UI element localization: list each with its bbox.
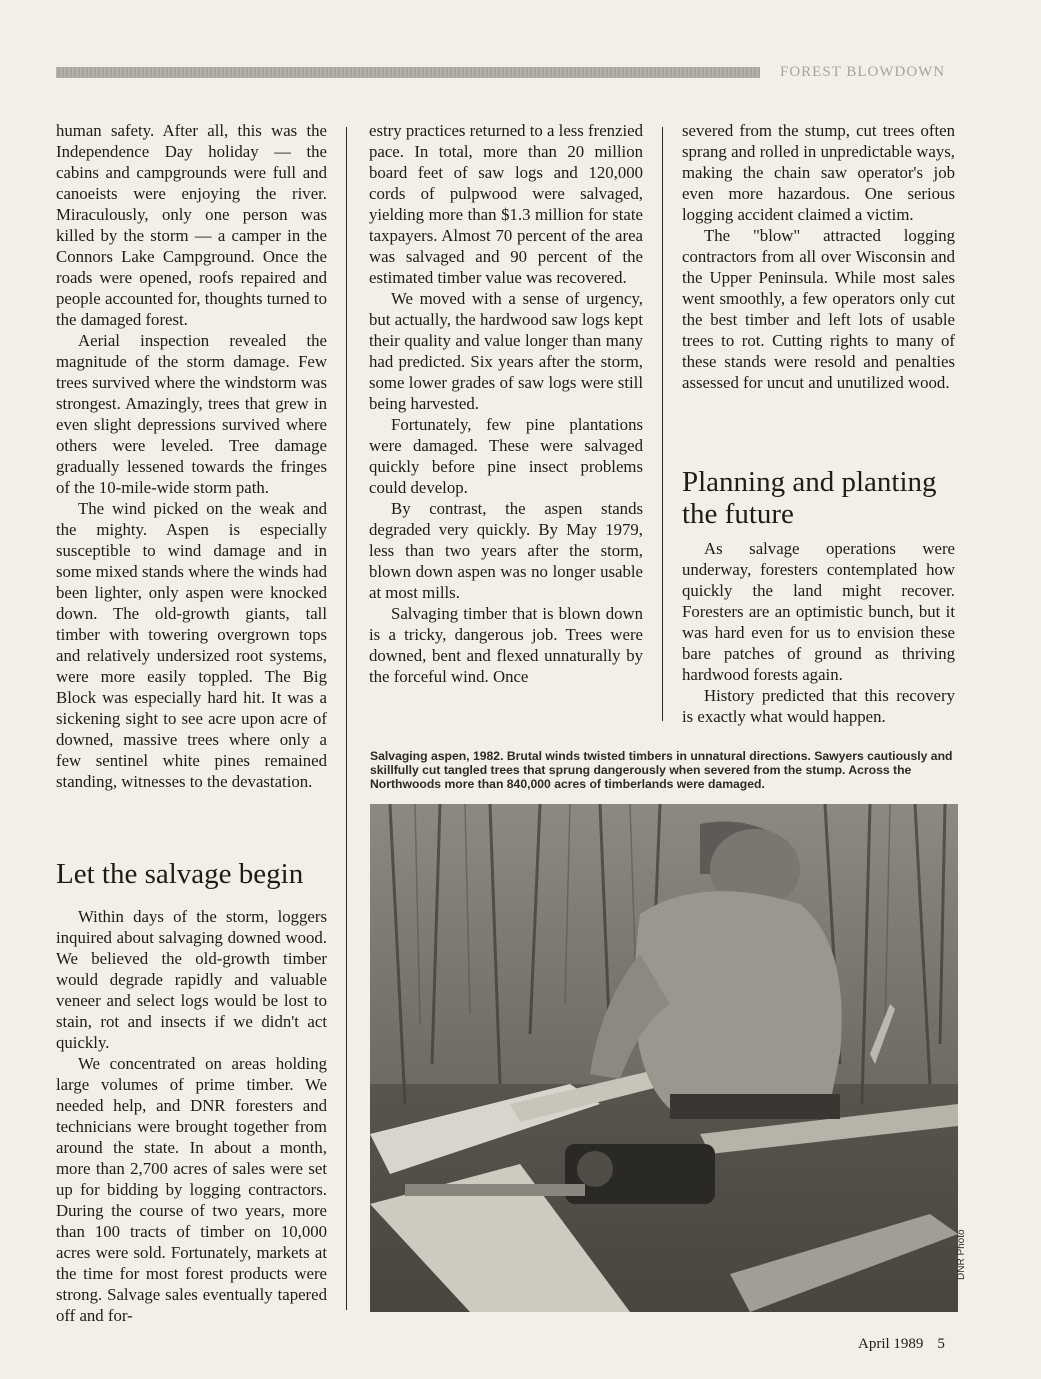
logger-photo <box>370 804 958 1312</box>
column-3-continued <box>682 538 955 727</box>
photo-illustration <box>370 804 958 1312</box>
paragraph: severed from the stump, cut trees often sprang and rolled in unpredictable ways, making the chain saw operator's job even more hazardous. One serious logging accident claimed a victim. <box>682 121 955 224</box>
paragraph: As salvage operations were underway, foresters contemplated how quickly the land might recover. Foresters are an optimistic bunch, but it was hard even for us to envision these bare patches of ground as thriving hardwood forests again. <box>682 539 955 684</box>
column-2 <box>369 120 643 687</box>
column-1 <box>56 120 327 792</box>
section-heading-salvage: Let the salvage begin <box>56 858 304 890</box>
paragraph: The "blow" attracted logging contractors from all over Wisconsin and the Upper Peninsula. While most sales went smoothly, a few operators only cut the best timber and left lots of usable trees to rot. Cutting rights to many of these stands were resold and penalties assessed for uncut and unutilized wood. <box>682 226 955 392</box>
paragraph: Fortunately, few pine plantations were damaged. These were salvaged quickly before pine insect problems could develop. <box>369 415 643 497</box>
paragraph: Within days of the storm, loggers inquired about salvaging downed wood. We believed the old-growth timber would degrade rapidly and valuable veneer and select logs would be lost to stain, rot and insects if we didn't act quickly. <box>56 907 327 1052</box>
paragraph: Salvaging timber that is blown down is a tricky, dangerous job. Trees were downed, bent and flexed unnaturally by the forceful wind. Once <box>369 604 643 686</box>
section-label: FOREST BLOWDOWN <box>780 64 946 80</box>
issue-date: April 1989 <box>858 1336 924 1352</box>
paragraph: We concentrated on areas holding large volumes of prime timber. We needed help, and DNR foresters and technicians were brought together from around the state. In about a month, more than 2,700 acres of sales were set up for bidding by logging contractors. During the course of two years, more than 100 tracts of timber on 10,000 acres were sold. Fortunately, markets at the time for most forest products were strong. Salvage sales eventually tapered off and for- <box>56 1054 327 1325</box>
page-footer <box>858 1336 945 1353</box>
section-heading-planning: Planning and planting the future <box>682 466 937 530</box>
paragraph: History predicted that this recovery is exactly what would happen. <box>682 686 955 726</box>
header-rule <box>56 67 760 78</box>
paragraph: The wind picked on the weak and the mighty. Aspen is especially susceptible to wind damage and in some mixed stands where the winds had been lighter, only aspen were knocked down. The old-growth giants, tall timber with towering overgrown tops and relatively undersized root systems, were more easily toppled. The Big Block was especially hard hit. It was a sickening sight to see acre upon acre of downed, massive trees where only a few sentinel white pines remained standing, witnesses to the devastation. <box>56 499 327 791</box>
column-1-continued <box>56 906 327 1326</box>
page-number: 5 <box>937 1336 945 1352</box>
paragraph: By contrast, the aspen stands degraded very quickly. By May 1979, less than two years after the storm, blown down aspen was no longer usable at most mills. <box>369 499 643 602</box>
column-3 <box>682 120 955 393</box>
column-divider <box>662 127 663 721</box>
paragraph: Aerial inspection revealed the magnitude of the storm damage. Few trees survived where the windstorm was strongest. Amazingly, trees that grew in even slight depressions survived where others were leveled. Tree damage gradually lessened towards the fringes of the 10-mile-wide storm path. <box>56 331 327 497</box>
column-divider <box>346 127 347 1310</box>
photo-credit: DNR Photo <box>956 1229 967 1280</box>
paragraph: We moved with a sense of urgency, but actually, the hardwood saw logs kept their quality and value longer than many had predicted. Six years after the storm, some lower grades of saw logs were still being harvested. <box>369 289 643 413</box>
photo-caption: Salvaging aspen, 1982. Brutal winds twisted timbers in unnatural directions. Sawyers cautiously and skillfully cut tangled trees that sprung dangerously when severed from the stump. Across the Northwoods more than 840,000 acres of timberlands were damaged. <box>370 749 953 791</box>
paragraph: human safety. After all, this was the Independence Day holiday — the cabins and campgrounds were full and canoeists were enjoying the river. Miraculously, only one person was killed by the storm — a camper in the Connors Lake Campground. Once the roads were opened, roofs repaired and people accounted for, thoughts turned to the damaged forest. <box>56 121 327 329</box>
paragraph: estry practices returned to a less frenzied pace. In total, more than 20 million board feet of saw logs and 120,000 cords of pulpwood were salvaged, yielding more than $1.3 million for state taxpayers. Almost 70 percent of the area was salvaged and 90 percent of the estimated timber value was recovered. <box>369 121 643 287</box>
